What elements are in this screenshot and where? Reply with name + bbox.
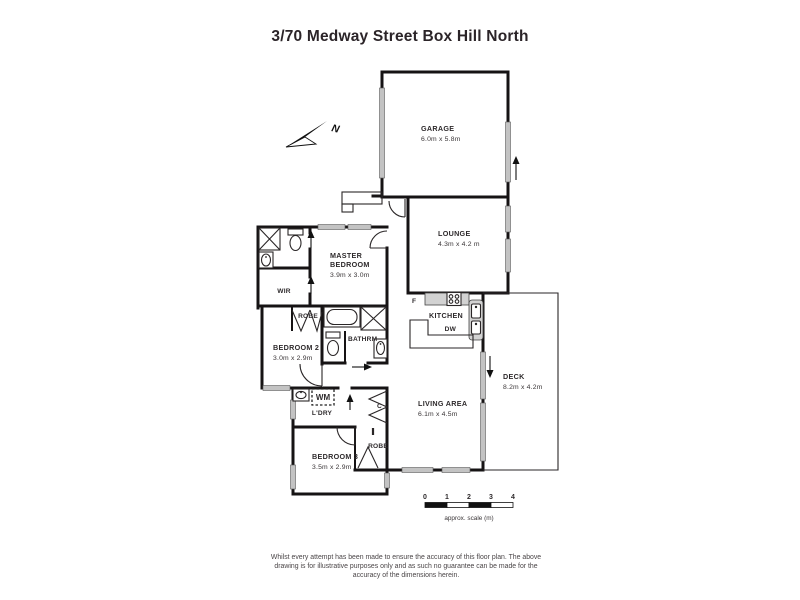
wir-arrow (308, 276, 315, 294)
living-area-label: LIVING AREA (418, 399, 468, 408)
robe-bed3-bifold (358, 447, 378, 468)
kitchen-bench (425, 293, 447, 305)
deck-arrow (487, 356, 494, 378)
bedroom3-window-left (291, 465, 296, 489)
garage-side-arrow (513, 156, 520, 180)
bedroom2-label: BEDROOM 2 (273, 343, 320, 352)
sink-icon (469, 300, 483, 340)
bedroom3-dims: 3.5m x 2.9m (312, 464, 352, 471)
bathroom-label: BATHRM (348, 336, 378, 343)
bedroom2-door-arc (300, 364, 322, 386)
deck-slider-1 (481, 352, 486, 399)
scale-tick-2: 2 (467, 494, 471, 501)
north-label: N (330, 122, 341, 136)
master-bedroom-label: MASTER (330, 251, 363, 260)
laundry-label: L'DRY (311, 410, 333, 417)
dishwasher-label: DW (444, 326, 456, 333)
garage-door-strip (380, 88, 385, 178)
master-bedroom-label2: BEDROOM (330, 260, 370, 269)
garage-label: GARAGE (421, 124, 455, 133)
page-title: 3/70 Medway Street Box Hill North (271, 28, 529, 45)
north-arrow-icon (286, 121, 341, 147)
bedroom2-dims: 3.0m x 2.9m (273, 355, 313, 362)
shower-icon (361, 307, 386, 330)
garage-dims: 6.0m x 5.8m (421, 136, 461, 143)
shower-icon (259, 228, 280, 250)
deck-dims: 8.2m x 4.2m (503, 384, 543, 391)
hall-arrow-2 (347, 394, 354, 410)
fridge-label: F (412, 298, 417, 305)
cooktop-icon (447, 293, 461, 306)
master-window-2 (348, 225, 371, 230)
scale-tick-1: 1 (445, 494, 449, 501)
flow-arrows (308, 156, 520, 410)
scale-tick-4: 4 (511, 494, 515, 501)
lounge-window-1 (506, 206, 511, 232)
deck-label: DECK (503, 372, 525, 381)
wir-label: WIR (277, 288, 291, 295)
kitchen-bench (461, 293, 469, 305)
ensuite-fixtures (259, 228, 303, 268)
living-window-2 (442, 468, 470, 473)
disclaimer-line-3: accuracy of the dimensions herein. (352, 572, 460, 579)
lounge-label: LOUNGE (438, 229, 471, 238)
garage-window (506, 122, 511, 182)
kitchen-label: KITCHEN (429, 311, 464, 320)
toilet-icon (326, 332, 340, 356)
deck-outline (483, 293, 558, 470)
bedroom3-label: BEDROOM 3 (312, 452, 359, 461)
disclaimer (271, 554, 541, 579)
lounge-dims: 4.3m x 4.2 m (438, 241, 480, 248)
bath-icon (324, 307, 360, 327)
lounge-window-2 (506, 239, 511, 272)
master-window-1 (318, 225, 345, 230)
cupboard-label: C (377, 403, 382, 410)
robe-bed2-label: ROBE (298, 313, 318, 320)
living-window-1 (402, 468, 433, 473)
robe-bed3-label: ROBE (368, 443, 388, 450)
kitchen-fixtures (410, 293, 483, 349)
scale-tick-3: 3 (489, 494, 493, 501)
deck-slider-2 (481, 403, 486, 461)
bedroom3-door-arc (337, 427, 355, 445)
laundry-door-strip (291, 400, 296, 419)
entry-door-arc (389, 199, 405, 217)
master-door-arc (370, 231, 387, 248)
disclaimer-line-2: drawing is for illustrative purposes only and as such no guarantee can be made for the (274, 563, 538, 570)
washing-machine-label: WM (315, 393, 331, 402)
master-bedroom-dims: 3.9m x 3.0m (330, 272, 370, 279)
hall-arrow (352, 364, 372, 371)
basin-icon (259, 252, 273, 268)
bedroom3-window-right (385, 473, 390, 488)
scale-tick-0: 0 (423, 494, 427, 501)
bathroom-fixtures (324, 307, 387, 358)
scale-bar (423, 494, 515, 522)
disclaimer-line-1: Whilst every attempt has been made to ensure the accuracy of this floor plan. The above (270, 554, 542, 561)
bedroom2-window (263, 386, 290, 391)
island-bench (410, 320, 473, 348)
laundry-tub-icon (293, 389, 309, 401)
scale-caption: approx. scale (m) (444, 515, 494, 522)
toilet-icon (288, 229, 303, 251)
living-area-dims: 6.1m x 4.5m (418, 411, 458, 418)
